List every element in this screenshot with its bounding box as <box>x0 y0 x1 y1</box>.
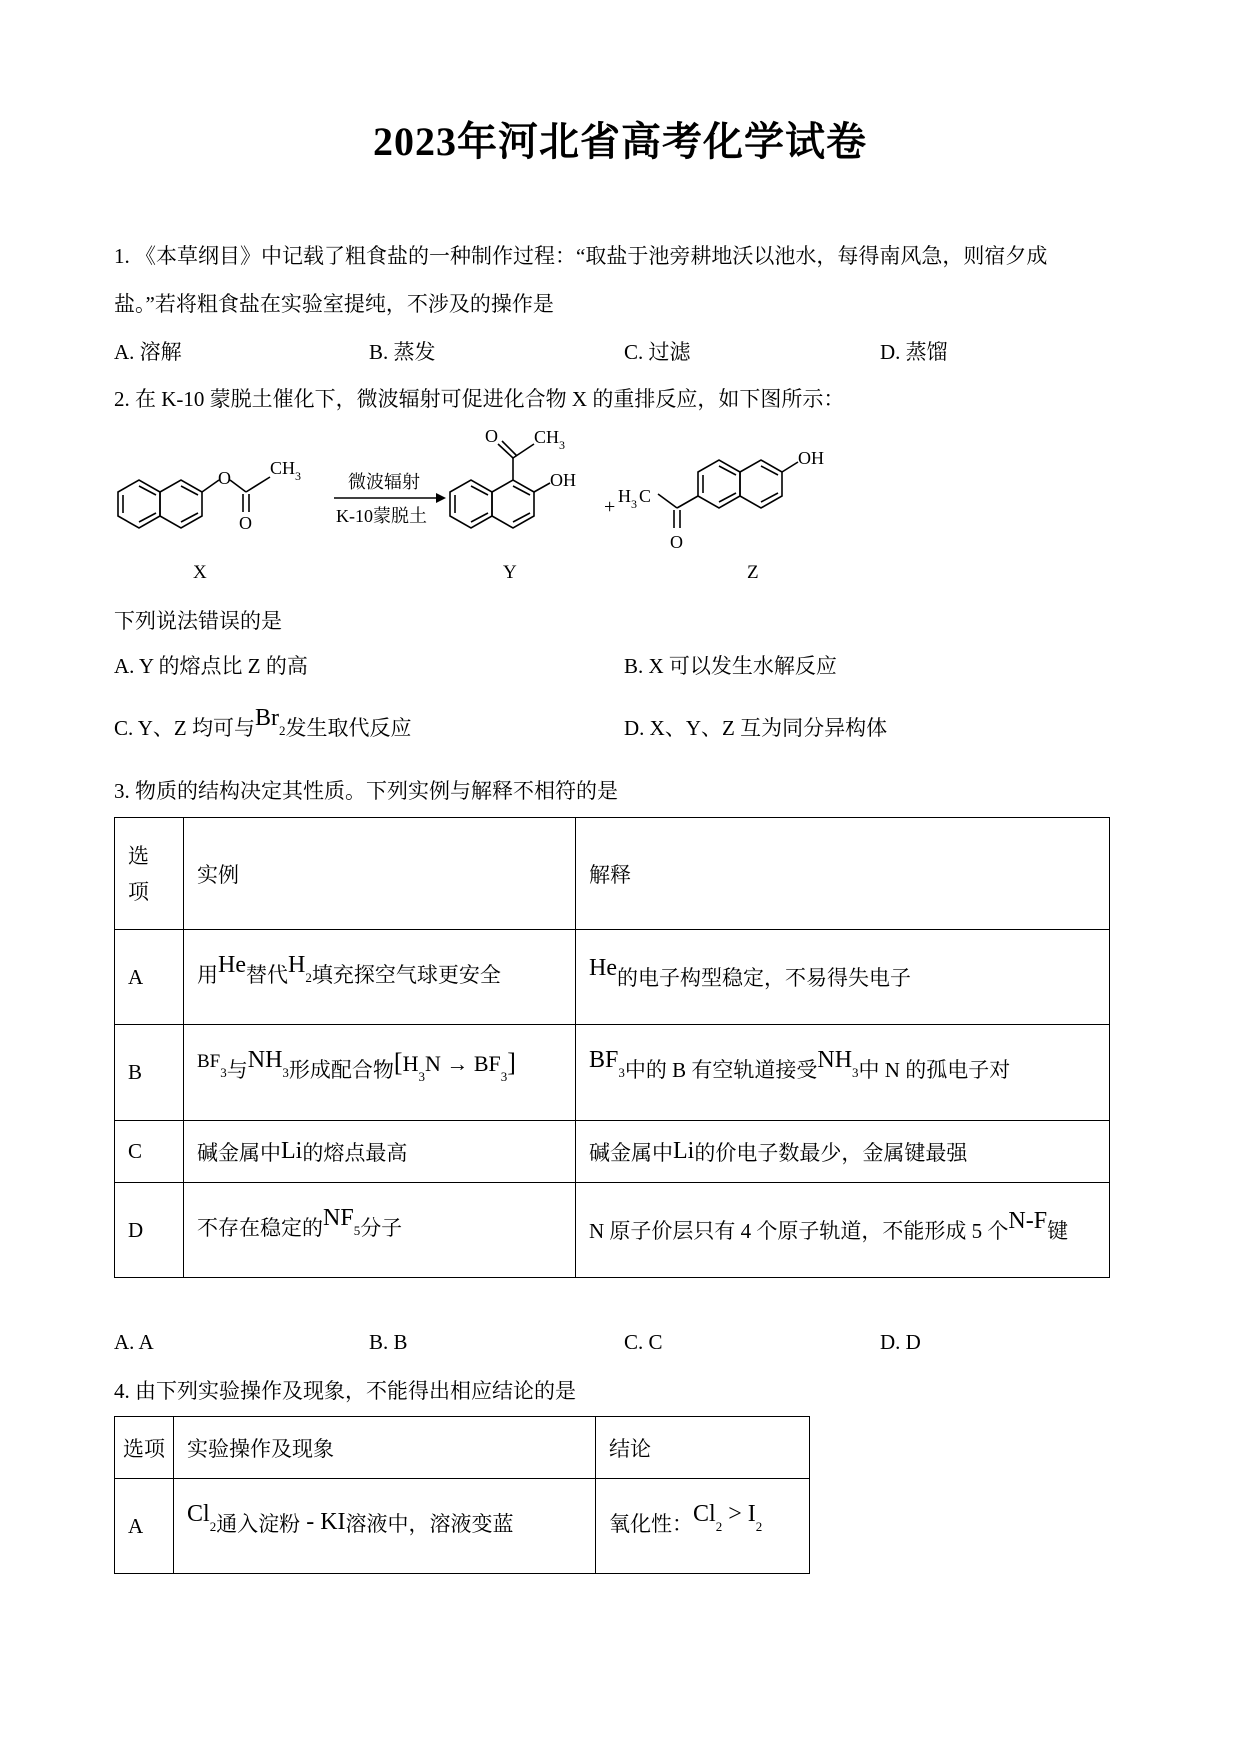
row-explanation: 碱金属中Li的价电子数最少，金属键最强 <box>576 1121 1110 1183</box>
z-methyl-c: C <box>639 486 652 506</box>
row-example: 用He替代$H_2$填充探空气球更安全 <box>184 930 576 1025</box>
q1-option-d: D. 蒸馏 <box>880 340 948 364</box>
header-option: 选 项 <box>115 818 184 930</box>
row-key: D <box>115 1183 184 1278</box>
q2-option-c-post: 发生取代反应 <box>285 716 412 740</box>
page-title: 2023年河北省高考化学试卷 <box>373 119 867 164</box>
x-ester-oxygen: O <box>218 468 231 488</box>
z-methyl-h: H <box>618 486 631 506</box>
y-hydroxyl: OH <box>550 470 576 490</box>
q1-stem-line2: 盐。”若将粗食盐在实验室提纯，不涉及的操作是 <box>114 292 554 316</box>
bromine-formula: $Br_2$ <box>254 705 286 738</box>
q4-table <box>114 1416 810 1574</box>
q4-stem: 4. 由下列实验操作及现象，不能得出相应结论的是 <box>114 1379 576 1403</box>
row-explanation: He的电子构型稳定，不易得失电子 <box>576 930 1110 1025</box>
q3-option-d: D. D <box>880 1330 921 1354</box>
q3-option-c: C. C <box>624 1330 663 1354</box>
y-methyl-h: H <box>546 427 559 447</box>
y-carbonyl-oxygen: O <box>485 426 498 446</box>
row-key: A <box>115 1479 174 1574</box>
q2-stem: 2. 在 K-10 蒙脱土催化下，微波辐射可促进化合物 X 的重排反应，如下图所示： <box>114 387 845 411</box>
label-y: Y <box>503 562 517 580</box>
row-explanation: $BF_3$中的 B 有空轨道接受$NH_3$中 N 的孤电子对 <box>576 1025 1110 1121</box>
q2-option-b: B. X 可以发生水解反应 <box>624 654 837 678</box>
row-operation: $Cl_2$通入淀粉 - KI溶液中，溶液变蓝 <box>174 1479 596 1574</box>
row-explanation: N 原子价层只有 4 个原子轨道，不能形成 5 个N-F键 <box>576 1183 1110 1278</box>
row-example: 碱金属中Li的熔点最高 <box>184 1121 576 1183</box>
header-explanation: 解释 <box>576 818 1110 930</box>
q2-option-a: A. Y 的熔点比 Z 的高 <box>114 654 308 678</box>
q3-option-a: A. A <box>114 1330 154 1354</box>
header-option: 选项 <box>115 1417 174 1479</box>
x-methyl-sub: 3 <box>295 469 301 483</box>
table-header-row <box>115 818 1110 930</box>
plus-sign: + <box>604 496 616 518</box>
x-methyl-c: C <box>270 458 283 478</box>
q2-option-c <box>114 705 412 749</box>
q1-option-c: C. 过滤 <box>624 340 691 364</box>
z-hydroxyl: OH <box>798 448 824 468</box>
x-carbonyl-oxygen: O <box>239 513 252 533</box>
condition-bottom: K-10蒙脱土 <box>336 506 427 526</box>
table-row <box>115 1121 1110 1183</box>
row-example: $BF_3$与$NH_3$形成配合物$[H_3N \to BF_3]$ <box>184 1025 576 1121</box>
table-row <box>115 1025 1110 1121</box>
table-header-row <box>115 1417 810 1479</box>
q3-option-b: B. B <box>369 1330 408 1354</box>
header-example: 实例 <box>184 818 576 930</box>
q3-stem: 3. 物质的结构决定其性质。下列实例与解释不相符的是 <box>114 779 618 803</box>
header-operation: 实验操作及现象 <box>174 1417 596 1479</box>
table-row <box>115 930 1110 1025</box>
q1-stem-line1: 1. 《本草纲目》中记载了粗食盐的一种制作过程：“取盐于池旁耕地沃以池水，每得南风急，则宿夕成 <box>114 244 1048 268</box>
z-methyl-sub: 3 <box>631 497 637 511</box>
row-key: A <box>115 930 184 1025</box>
x-methyl-h: H <box>282 458 295 478</box>
table-row <box>115 1479 810 1574</box>
row-key: B <box>115 1025 184 1121</box>
q1-option-b: B. 蒸发 <box>369 340 436 364</box>
q2-option-c-pre: C. Y、Z 均可与 <box>114 716 255 740</box>
label-x: X <box>193 562 207 580</box>
header-conclusion: 结论 <box>596 1417 810 1479</box>
reaction-scheme <box>110 420 890 580</box>
y-methyl-c: C <box>534 427 547 447</box>
condition-top: 微波辐射 <box>348 472 420 492</box>
q2-option-d: D. X、Y、Z 互为同分异构体 <box>624 716 888 740</box>
z-carbonyl-oxygen: O <box>670 532 683 552</box>
label-z: Z <box>747 562 759 580</box>
q2-prompt: 下列说法错误的是 <box>114 609 282 633</box>
row-conclusion: 氧化性：$Cl_2 > I_2$ <box>596 1479 810 1574</box>
row-key: C <box>115 1121 184 1183</box>
y-methyl-sub: 3 <box>559 438 565 452</box>
q3-table <box>114 817 1110 1278</box>
row-example: 不存在稳定的$NF_5$分子 <box>184 1183 576 1278</box>
table-row <box>115 1183 1110 1278</box>
q1-option-a: A. 溶解 <box>114 340 182 364</box>
